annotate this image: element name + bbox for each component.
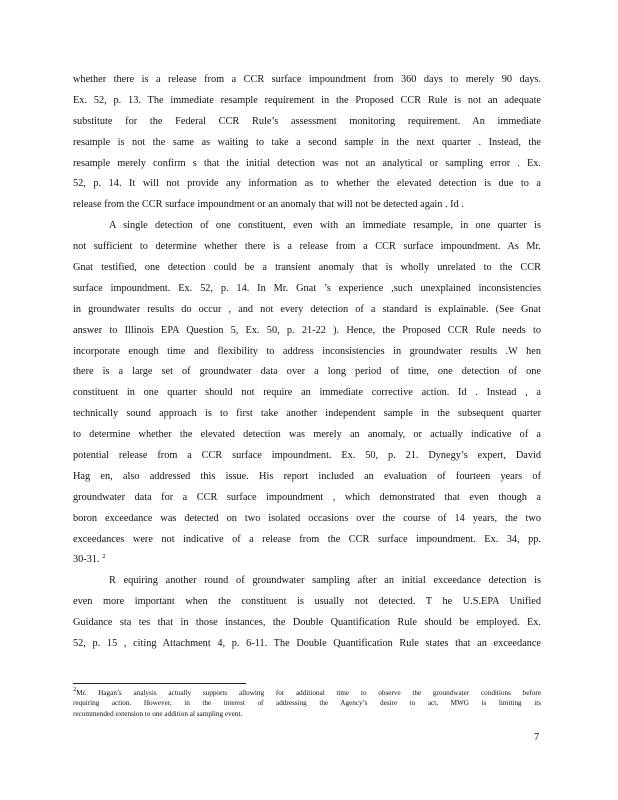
- body-text: [73, 70, 541, 655]
- body-line: 52, p. 15 , citing Attachment 4, p. 6-11. The Double Quantification Rule states that an exceedance: [73, 638, 541, 650]
- page-number: 7: [534, 732, 540, 743]
- footnote-marker: 2: [73, 686, 77, 693]
- body-line: groundwater data for a CCR surface impoundment , which demonstrated that even though a: [73, 491, 541, 503]
- body-line: Ex. 52, p. 13. The immediate resample requirement in the Proposed CCR Rule is not an adequate: [73, 94, 541, 106]
- body-line: technically sound approach is to first take another independent sample in the subsequent quarter: [73, 408, 541, 420]
- body-line: to determine whether the elevated detection was merely an anomaly, or actually indicative of a: [73, 429, 541, 441]
- body-line: constituent in one quarter should not require an immediate corrective action. Id . Instead , a: [73, 387, 541, 399]
- body-line: R equiring another round of groundwater sampling after an initial exceedance detection is: [109, 575, 541, 587]
- body-line: release from the CCR surface impoundment or an anomaly that will not be detected again . Id .: [73, 199, 464, 211]
- body-line: whether there is a release from a CCR surface impoundment from 360 days to merely 90 days.: [73, 74, 541, 85]
- body-line: exceedances were not indicative of a release from the CCR surface impoundment. Ex. 34, pp.: [73, 533, 541, 545]
- footnote-divider: [73, 683, 246, 684]
- body-line: boron exceedance was detected on two isolated occasions over the course of 14 years, the two: [73, 512, 541, 524]
- body-line: Guidance sta tes that in those instances, the Double Quantification Rule should be employed. Ex.: [73, 617, 541, 629]
- body-line: 52, p. 14. It will not provide any information as to whether the elevated detection is due to a: [73, 178, 541, 190]
- body-line: surface impoundment. Ex. 52, p. 14. In Mr. Gnat ’s experience ,such unexplained inconsistencies: [73, 282, 541, 294]
- body-line: Gnat testified, one detection could be a transient anomaly that is wholly unrelated to the CCR: [73, 262, 541, 274]
- footnote: [73, 688, 541, 719]
- footnote-line: requiring action. However, in the interest of addressing the Agency’s desire to act, MWG is limiting its: [73, 699, 541, 708]
- body-line: there is a large set of groundwater data over a long period of time, one detection of one: [73, 366, 541, 378]
- body-line: not sufficient to determine whether there is a release from a CCR surface impoundment. As Mr.: [73, 241, 541, 253]
- body-line: potential release from a CCR surface impoundment. Ex. 50, p. 21. Dynegy’s expert, David: [73, 450, 541, 462]
- body-line: incorporate enough time and flexibility to address inconsistencies in groundwater results .W hen: [73, 345, 541, 357]
- footnote-text: Mr. Hagan’s analysis actually supports allowing for additional time to observe the groundwater conditions before: [76, 689, 541, 697]
- body-line: answer to Illinois EPA Question 5, Ex. 50, p. 21-22 ). Hence, the Proposed CCR Rule needs to: [73, 324, 541, 336]
- body-line: 30-31.: [73, 554, 100, 566]
- footnote-line: recommended extension to one addition al sampling event.: [73, 709, 243, 718]
- body-line: resample merely confirm s that the initial detection was not an analytical or sampling error . Ex.: [73, 157, 541, 169]
- body-line-with-footnote-ref: [73, 550, 541, 571]
- footnote-line-1: [73, 688, 541, 698]
- body-line: Hag en, also addressed this issue. His report included an evaluation of fourteen years of: [73, 470, 541, 482]
- body-line: A single detection of one constituent, even with an immediate resample, in one quarter is: [109, 220, 541, 232]
- footnote-reference[interactable]: 2: [102, 553, 106, 561]
- body-line: even more important when the constituent is usually not detected. T he U.S.EPA Unified: [73, 596, 541, 608]
- body-line: substitute for the Federal CCR Rule’s assessment monitoring requirement. An immediate: [73, 115, 541, 127]
- body-line: resample is not the same as waiting to take a second sample in the next quarter . Instead, the: [73, 136, 541, 148]
- body-line: in groundwater results do occur , and not every detection of a standard is explainable. (See Gnat: [73, 303, 541, 315]
